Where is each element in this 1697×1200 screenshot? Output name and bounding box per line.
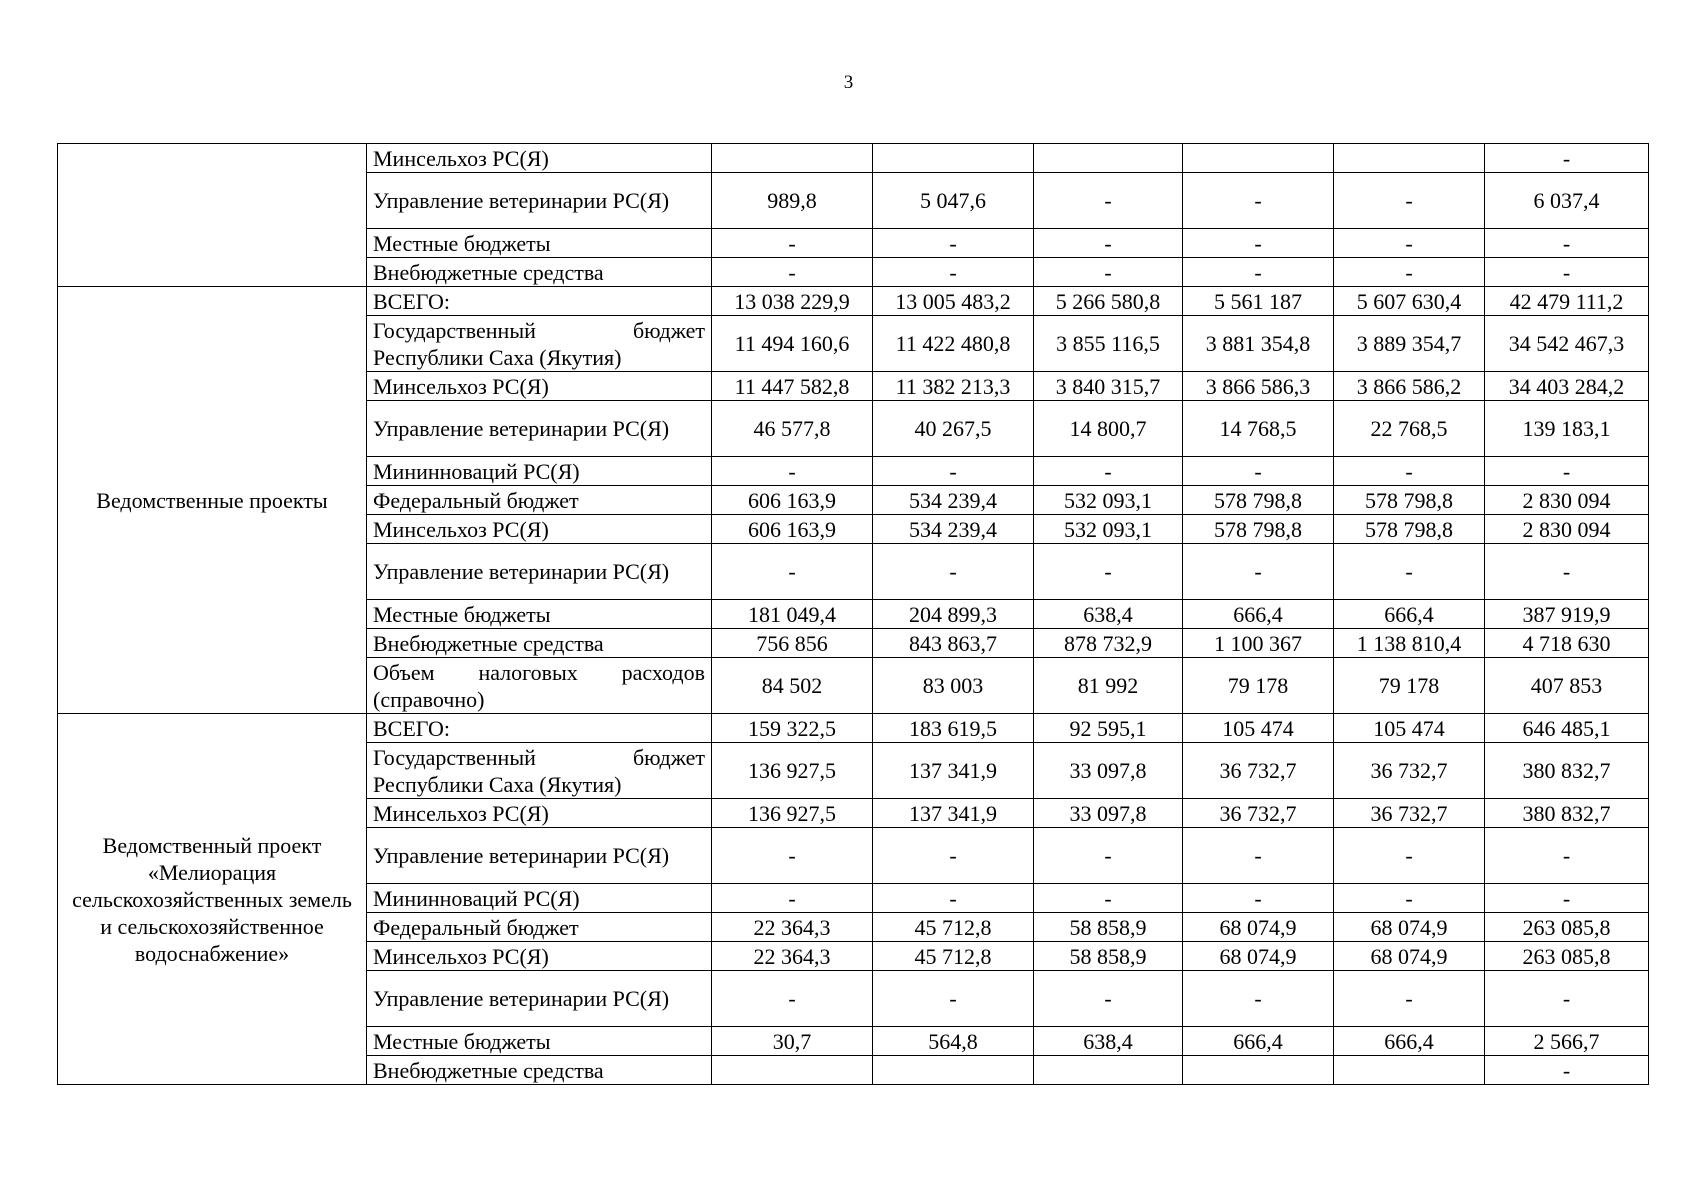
value-cell: 83 003: [873, 658, 1034, 714]
value-cell: -: [1183, 544, 1334, 600]
value-cell: 532 093,1: [1034, 515, 1183, 544]
row-label-cell: Местные бюджеты: [367, 229, 712, 258]
table-row: [58, 714, 1649, 743]
value-cell: 756 856: [712, 629, 873, 658]
row-label-cell: Управление ветеринарии РС(Я): [367, 971, 712, 1027]
value-cell: 564,8: [873, 1027, 1034, 1056]
row-label-cell: Федеральный бюджет: [367, 913, 712, 942]
value-cell: 534 239,4: [873, 486, 1034, 515]
value-cell: -: [1334, 544, 1485, 600]
value-cell: 578 798,8: [1183, 486, 1334, 515]
value-cell: 79 178: [1183, 658, 1334, 714]
value-cell: 3 889 354,7: [1334, 316, 1485, 372]
value-cell: -: [1485, 544, 1649, 600]
value-cell: 11 447 582,8: [712, 372, 873, 401]
table-row: [58, 287, 1649, 316]
row-label-cell: Мининноваций РС(Я): [367, 457, 712, 486]
value-cell: -: [1034, 544, 1183, 600]
value-cell: 843 863,7: [873, 629, 1034, 658]
budget-table: [57, 143, 1649, 1085]
value-cell: -: [1334, 173, 1485, 229]
row-label-cell: ВСЕГО:: [367, 714, 712, 743]
value-cell: 666,4: [1183, 600, 1334, 629]
row-label-cell: Внебюджетные средства: [367, 1056, 712, 1085]
value-cell: -: [1183, 971, 1334, 1027]
value-cell: 14 768,5: [1183, 401, 1334, 457]
value-cell: -: [712, 258, 873, 287]
row-label-cell: Минсельхоз РС(Я): [367, 515, 712, 544]
value-cell: 22 364,3: [712, 913, 873, 942]
value-cell: 578 798,8: [1334, 515, 1485, 544]
table-row: [58, 144, 1649, 173]
value-cell: 407 853: [1485, 658, 1649, 714]
value-cell: 14 800,7: [1034, 401, 1183, 457]
value-cell: 136 927,5: [712, 743, 873, 799]
value-cell: 3 855 116,5: [1034, 316, 1183, 372]
value-cell: -: [1485, 258, 1649, 287]
value-cell: 137 341,9: [873, 743, 1034, 799]
value-cell: 606 163,9: [712, 515, 873, 544]
value-cell: -: [1183, 173, 1334, 229]
value-cell: -: [873, 544, 1034, 600]
value-cell: 5 607 630,4: [1334, 287, 1485, 316]
page-number: 3: [843, 72, 854, 93]
value-cell: 989,8: [712, 173, 873, 229]
row-label-cell: Государственный бюджет Республики Саха (Якутия): [367, 743, 712, 799]
value-cell: -: [1334, 828, 1485, 884]
value-cell: 40 267,5: [873, 401, 1034, 457]
value-cell: 92 595,1: [1034, 714, 1183, 743]
value-cell: -: [1183, 229, 1334, 258]
value-cell: 263 085,8: [1485, 942, 1649, 971]
value-cell: [1334, 144, 1485, 173]
value-cell: -: [1034, 828, 1183, 884]
value-cell: 532 093,1: [1034, 486, 1183, 515]
value-cell: [873, 1056, 1034, 1085]
value-cell: 33 097,8: [1034, 799, 1183, 828]
value-cell: 380 832,7: [1485, 743, 1649, 799]
value-cell: -: [873, 457, 1034, 486]
value-cell: -: [873, 971, 1034, 1027]
value-cell: 22 364,3: [712, 942, 873, 971]
value-cell: -: [712, 457, 873, 486]
row-label-cell: Федеральный бюджет: [367, 486, 712, 515]
value-cell: 79 178: [1334, 658, 1485, 714]
value-cell: 36 732,7: [1183, 743, 1334, 799]
value-cell: -: [1485, 971, 1649, 1027]
value-cell: -: [1334, 884, 1485, 913]
value-cell: -: [1034, 884, 1183, 913]
value-cell: [712, 144, 873, 173]
row-label-cell: Управление ветеринарии РС(Я): [367, 173, 712, 229]
value-cell: -: [873, 884, 1034, 913]
value-cell: 878 732,9: [1034, 629, 1183, 658]
value-cell: [1183, 1056, 1334, 1085]
value-cell: 33 097,8: [1034, 743, 1183, 799]
value-cell: -: [1334, 258, 1485, 287]
row-label-cell: ВСЕГО:: [367, 287, 712, 316]
value-cell: 1 138 810,4: [1334, 629, 1485, 658]
value-cell: -: [712, 229, 873, 258]
value-cell: 22 768,5: [1334, 401, 1485, 457]
value-cell: -: [1485, 1056, 1649, 1085]
value-cell: 36 732,7: [1183, 799, 1334, 828]
value-cell: -: [1034, 971, 1183, 1027]
row-label-cell: Минсельхоз РС(Я): [367, 144, 712, 173]
value-cell: 30,7: [712, 1027, 873, 1056]
value-cell: [1034, 144, 1183, 173]
value-cell: 13 005 483,2: [873, 287, 1034, 316]
value-cell: 105 474: [1334, 714, 1485, 743]
value-cell: -: [1183, 457, 1334, 486]
value-cell: 646 485,1: [1485, 714, 1649, 743]
value-cell: 36 732,7: [1334, 743, 1485, 799]
value-cell: 666,4: [1334, 600, 1485, 629]
value-cell: -: [712, 971, 873, 1027]
section-cell: [58, 144, 367, 287]
value-cell: -: [1334, 971, 1485, 1027]
row-label-cell: Управление ветеринарии РС(Я): [367, 828, 712, 884]
value-cell: 68 074,9: [1334, 942, 1485, 971]
value-cell: 68 074,9: [1183, 942, 1334, 971]
value-cell: -: [1034, 258, 1183, 287]
value-cell: -: [1485, 144, 1649, 173]
value-cell: 534 239,4: [873, 515, 1034, 544]
value-cell: 2 830 094: [1485, 486, 1649, 515]
value-cell: 4 718 630: [1485, 629, 1649, 658]
value-cell: 1 100 367: [1183, 629, 1334, 658]
value-cell: 666,4: [1334, 1027, 1485, 1056]
row-label-cell: Государственный бюджет Республики Саха (Якутия): [367, 316, 712, 372]
value-cell: [873, 144, 1034, 173]
value-cell: 3 881 354,8: [1183, 316, 1334, 372]
value-cell: -: [1334, 229, 1485, 258]
row-label-cell: Местные бюджеты: [367, 600, 712, 629]
value-cell: 263 085,8: [1485, 913, 1649, 942]
row-label-cell: Минсельхоз РС(Я): [367, 942, 712, 971]
row-label-cell: Мининноваций РС(Я): [367, 884, 712, 913]
value-cell: 638,4: [1034, 600, 1183, 629]
row-label-cell: Местные бюджеты: [367, 1027, 712, 1056]
value-cell: 638,4: [1034, 1027, 1183, 1056]
value-cell: [1334, 1056, 1485, 1085]
value-cell: 183 619,5: [873, 714, 1034, 743]
value-cell: 380 832,7: [1485, 799, 1649, 828]
value-cell: 137 341,9: [873, 799, 1034, 828]
value-cell: 45 712,8: [873, 942, 1034, 971]
value-cell: 68 074,9: [1183, 913, 1334, 942]
value-cell: -: [1485, 457, 1649, 486]
value-cell: 578 798,8: [1334, 486, 1485, 515]
value-cell: [1034, 1056, 1183, 1085]
value-cell: [1183, 144, 1334, 173]
value-cell: 42 479 111,2: [1485, 287, 1649, 316]
value-cell: 13 038 229,9: [712, 287, 873, 316]
value-cell: 5 561 187: [1183, 287, 1334, 316]
value-cell: 34 542 467,3: [1485, 316, 1649, 372]
value-cell: 58 858,9: [1034, 913, 1183, 942]
value-cell: [712, 1056, 873, 1085]
value-cell: 5 047,6: [873, 173, 1034, 229]
value-cell: 2 830 094: [1485, 515, 1649, 544]
row-label-cell: Управление ветеринарии РС(Я): [367, 544, 712, 600]
value-cell: 105 474: [1183, 714, 1334, 743]
value-cell: -: [1183, 828, 1334, 884]
value-cell: 159 322,5: [712, 714, 873, 743]
value-cell: 387 919,9: [1485, 600, 1649, 629]
value-cell: -: [712, 884, 873, 913]
value-cell: 36 732,7: [1334, 799, 1485, 828]
value-cell: 136 927,5: [712, 799, 873, 828]
value-cell: 11 422 480,8: [873, 316, 1034, 372]
value-cell: 181 049,4: [712, 600, 873, 629]
row-label-cell: Внебюджетные средства: [367, 629, 712, 658]
value-cell: 68 074,9: [1334, 913, 1485, 942]
value-cell: -: [873, 258, 1034, 287]
value-cell: -: [712, 828, 873, 884]
value-cell: 34 403 284,2: [1485, 372, 1649, 401]
value-cell: -: [1485, 828, 1649, 884]
value-cell: 81 992: [1034, 658, 1183, 714]
row-label-cell: Внебюджетные средства: [367, 258, 712, 287]
value-cell: 11 494 160,6: [712, 316, 873, 372]
value-cell: -: [1034, 457, 1183, 486]
value-cell: 5 266 580,8: [1034, 287, 1183, 316]
value-cell: 606 163,9: [712, 486, 873, 515]
value-cell: -: [1334, 457, 1485, 486]
value-cell: 204 899,3: [873, 600, 1034, 629]
section-cell: Ведомственный проект «Мелиорация сельскохозяйственных земель и сельскохозяйственное водоснабжение»: [58, 714, 367, 1085]
value-cell: -: [1183, 884, 1334, 913]
value-cell: -: [712, 544, 873, 600]
row-label-cell: Минсельхоз РС(Я): [367, 372, 712, 401]
value-cell: -: [1034, 229, 1183, 258]
value-cell: -: [873, 828, 1034, 884]
value-cell: -: [1485, 884, 1649, 913]
value-cell: 45 712,8: [873, 913, 1034, 942]
value-cell: 11 382 213,3: [873, 372, 1034, 401]
value-cell: 578 798,8: [1183, 515, 1334, 544]
value-cell: 84 502: [712, 658, 873, 714]
row-label-cell: Минсельхоз РС(Я): [367, 799, 712, 828]
value-cell: -: [1485, 229, 1649, 258]
value-cell: 3 840 315,7: [1034, 372, 1183, 401]
section-cell: Ведомственные проекты: [58, 287, 367, 714]
row-label-cell: Объем налоговых расходов (справочно): [367, 658, 712, 714]
value-cell: 58 858,9: [1034, 942, 1183, 971]
value-cell: 2 566,7: [1485, 1027, 1649, 1056]
value-cell: -: [1183, 258, 1334, 287]
value-cell: -: [873, 229, 1034, 258]
value-cell: 46 577,8: [712, 401, 873, 457]
value-cell: 6 037,4: [1485, 173, 1649, 229]
value-cell: -: [1034, 173, 1183, 229]
value-cell: 139 183,1: [1485, 401, 1649, 457]
value-cell: 3 866 586,3: [1183, 372, 1334, 401]
value-cell: 666,4: [1183, 1027, 1334, 1056]
row-label-cell: Управление ветеринарии РС(Я): [367, 401, 712, 457]
value-cell: 3 866 586,2: [1334, 372, 1485, 401]
